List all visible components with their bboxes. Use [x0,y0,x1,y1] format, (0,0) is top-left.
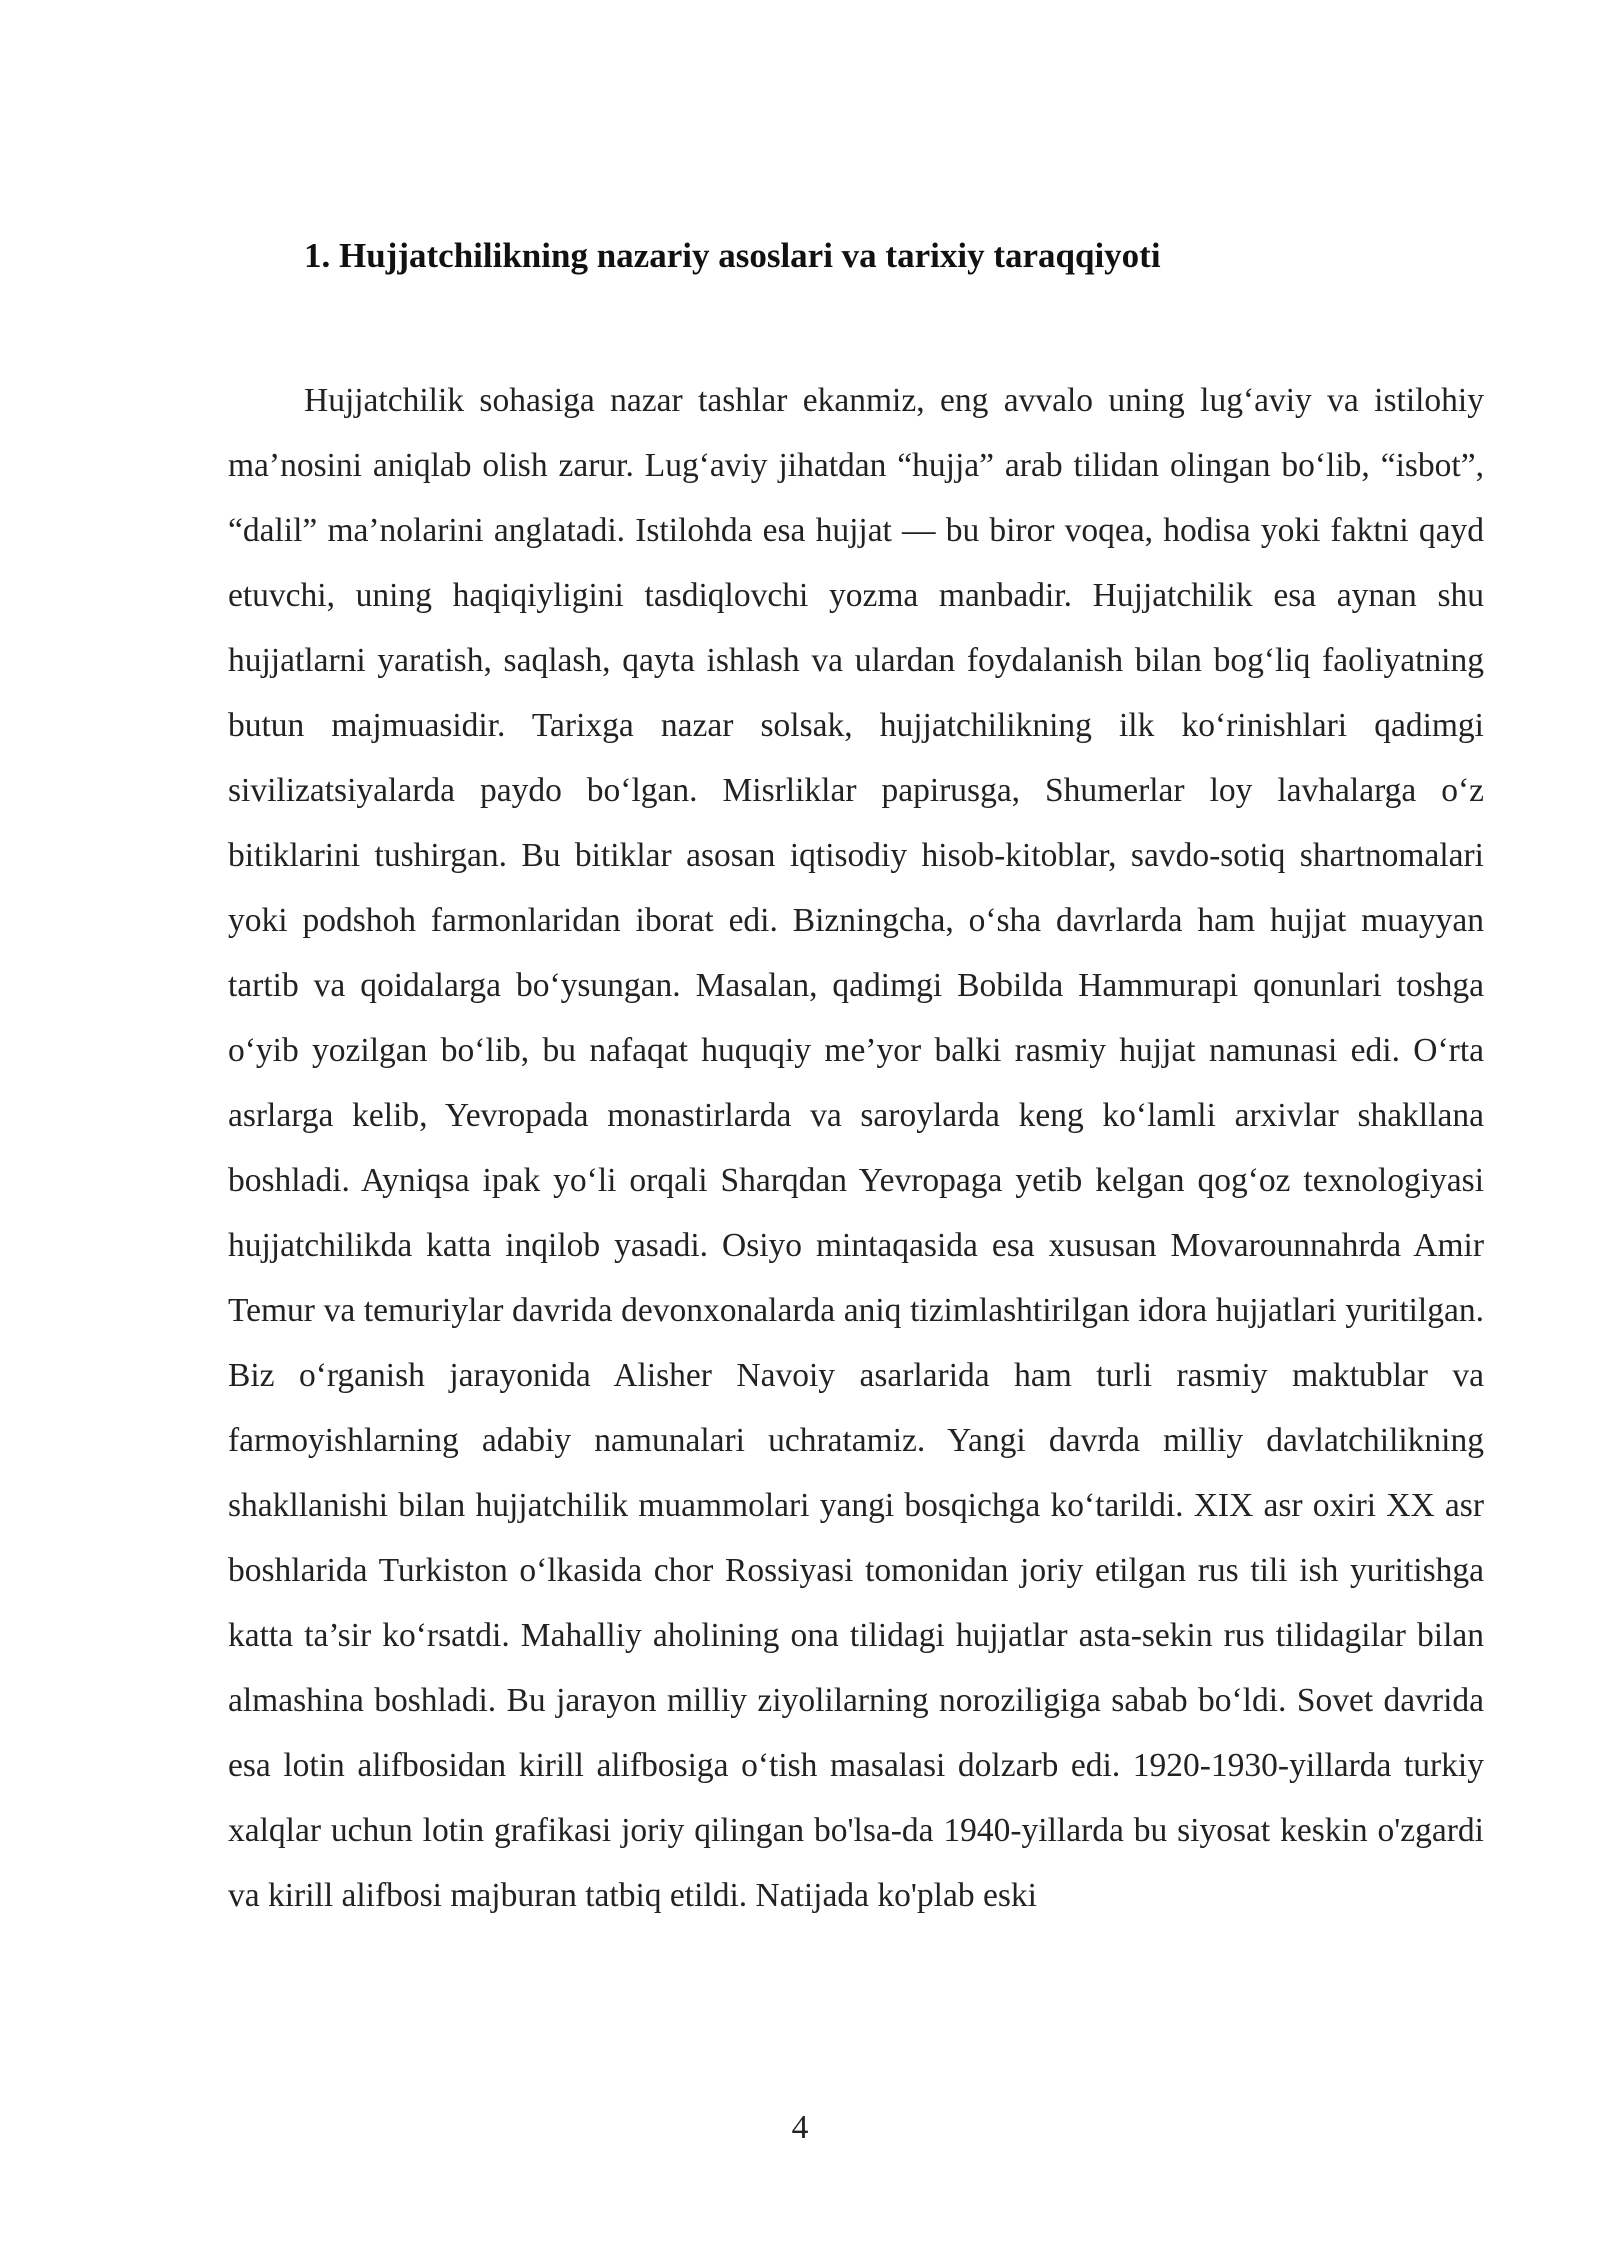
section-heading: 1. Hujjatchilikning nazariy asoslari va tarixiy taraqqiyoti [304,236,1161,275]
page-number: 4 [791,2109,809,2146]
body-paragraph: Hujjatchilik sohasiga nazar tashlar ekanmiz, eng avvalo uning lug‘aviy va istilohiy ma’nosini aniqlab olish zarur. Lug‘aviy jihatdan “hujja” arab tilidan olingan bo‘lib, “isbot”, “dalil” ma’nolarini anglatadi. Istilohda esa hujjat — bu biror voqea, hodisa yoki faktni qayd etuvchi, uning haqiqiyligini tasdiqlovchi yozma manbadir. Hujjatchilik esa aynan shu hujjatlarni yaratish, saqlash, qayta ishlash va ulardan foydalanish bilan bog‘liq faoliyatning butun majmuasidir. Tarixga nazar solsak, hujjatchilikning ilk ko‘rinishlari qadimgi sivilizatsiyalarda paydo bo‘lgan. Misrliklar papirusga, Shumerlar loy lavhalarga o‘z bitiklarini tushirgan. Bu bitiklar asosan iqtisodiy hisob-kitoblar, savdo-sotiq shartnomalari yoki podshoh farmonlaridan iborat edi. Bizningcha, o‘sha davrlarda ham hujjat muayyan tartib va qoidalarga bo‘ysungan. Masalan, qadimgi Bobilda Hammurapi qonunlari toshga o‘yib yozilgan bo‘lib, bu nafaqat huquqiy me’yor balki rasmiy hujjat namunasi edi. O‘rta asrlarga kelib, Yevropada monastirlarda va saroylarda keng ko‘lamli arxivlar shakllana boshladi. Ayniqsa ipak yo‘li orqali Sharqdan Yevropaga yetib kelgan qog‘oz texnologiyasi hujjatchilikda katta inqilob yasadi. Osiyo mintaqasida esa xususan Movarounnahrda Amir Temur va temuriylar davrida devonxonalarda aniq tizimlashtirilgan idora hujjatlari yuritilgan. Biz o‘rganish jarayonida Alisher Navoiy asarlarida ham turli rasmiy maktublar va farmoyishlarning adabiy namunalari uchratamiz. Yangi davrda milliy davlatchilikning shakllanishi bilan hujjatchilik muammolari yangi bosqichga ko‘tarildi. XIX asr oxiri XX asr boshlarida Turkiston o‘lkasida chor Rossiyasi tomonidan joriy etilgan rus tili ish yuritishga katta ta’sir ko‘rsatdi. Mahalliy aholining ona tilidagi hujjatlar asta-sekin rus tilidagilar bilan almashina boshladi. Bu jarayon milliy ziyolilarning noroziligiga sabab bo‘ldi. Sovet davrida esa lotin alifbosidan kirill alifbosiga o‘tish masalasi dolzarb edi. 1920-1930-yillarda turkiy xalqlar uchun lotin grafikasi joriy qilingan bo'lsa-da 1940-yillarda bu siyosat keskin o'zgardi va kirill alifbosi majburan tatbiq etildi. Natijada ko'plab eski [228,382,1484,1914]
